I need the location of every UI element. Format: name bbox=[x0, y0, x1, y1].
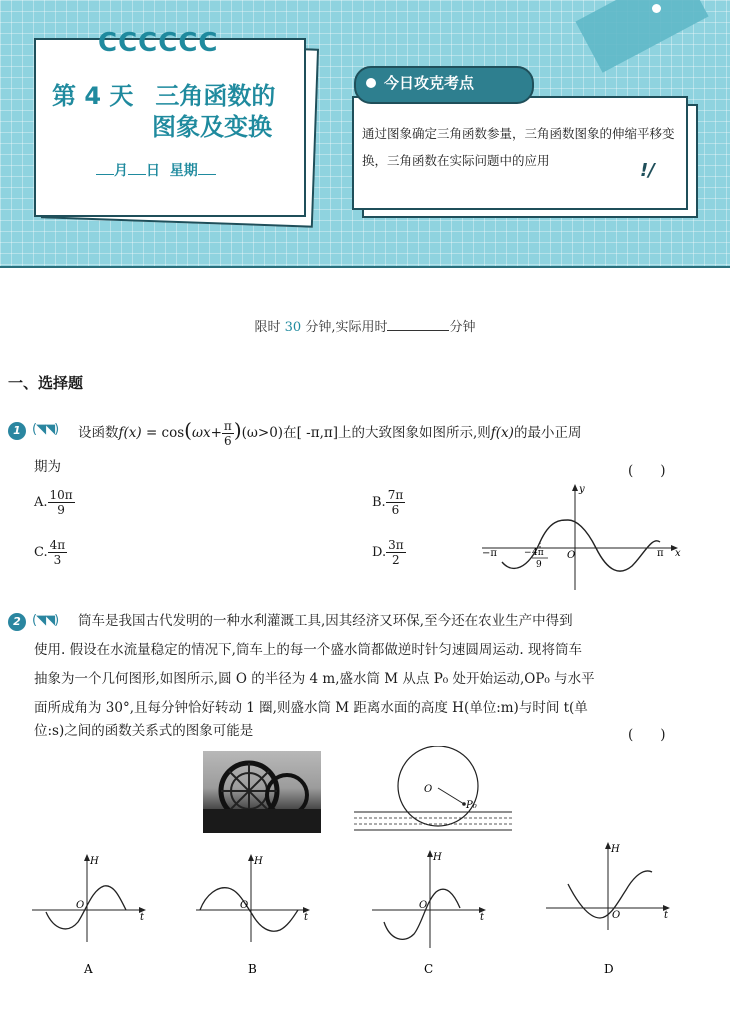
label-t-c: t bbox=[480, 912, 485, 923]
label-origin: O bbox=[567, 550, 576, 561]
title-text-1: 三角函数的 bbox=[155, 82, 276, 110]
q1-line1: 设函数f(x) = cos(ωx+ $\frac{\pi}{6}$ )(ω>0)在[ -π,π]上的大致图象如图所示,则f(x)的最小正周 bbox=[78, 418, 582, 448]
label-h-c: H bbox=[433, 852, 442, 863]
q2-line4: 面所成角为 30°,且每分钟恰好转动 1 圈,则盛水筒 M 距离水面的高度 H(单位:m)与时间 t(单 bbox=[34, 700, 588, 716]
day-label: 第 4 天 bbox=[52, 82, 134, 110]
q1-text-a: 设函数 bbox=[78, 425, 119, 441]
label-option-c: C bbox=[424, 962, 434, 976]
q1-fx: f(x) bbox=[118, 425, 142, 441]
page-title-line1 bbox=[52, 76, 275, 111]
label-option-b: B bbox=[248, 962, 257, 976]
q1-eq: = cos bbox=[141, 425, 185, 441]
q1-answer-paren[interactable]: ( ) bbox=[628, 463, 666, 479]
timer-middle: 分钟,实际用时 bbox=[305, 320, 388, 335]
focus-title: 今日攻克考点 bbox=[384, 74, 475, 92]
label-o-b: O bbox=[240, 900, 249, 911]
q2-line1: 筒车是我国古代发明的一种水利灌溉工具,因其经济又环保,至今还在农业生产中得到 bbox=[78, 613, 573, 629]
timer-minutes: 30 bbox=[284, 320, 302, 335]
timer-prefix: 限时 bbox=[254, 320, 281, 335]
difficulty-icon: (◥◥) bbox=[32, 422, 59, 437]
label-option-a: A bbox=[84, 962, 93, 976]
q2-graph-d[interactable] bbox=[544, 838, 684, 980]
wheel-point-label: P₀ bbox=[466, 800, 477, 811]
date-day: 日 bbox=[146, 163, 160, 179]
q2-line5: 位:s)之间的函数关系式的图象可能是 bbox=[34, 723, 254, 739]
wheel-diagram bbox=[352, 746, 518, 838]
q1-frac-num: π bbox=[223, 419, 232, 433]
label-t-b: t bbox=[304, 912, 309, 923]
q1-text-b: 在[ -π,π]上的大致图象如图所示,则 bbox=[283, 425, 491, 441]
label-neg-pi: −π bbox=[482, 548, 497, 559]
q1-option-c[interactable]: C. $\frac{4\pi}{3}$ bbox=[34, 538, 66, 567]
curve-c bbox=[384, 889, 460, 939]
q1-line2: 期为 bbox=[34, 459, 61, 475]
timer-suffix: 分钟 bbox=[449, 320, 476, 335]
q1-option-a[interactable]: A. $\frac{10\pi}{9}$ bbox=[34, 488, 73, 517]
label-tick-den: 9 bbox=[536, 560, 542, 570]
focus-text: 通过图象确定三角函数参量，三角函数图象的伸缩平移变换，三角函数在实际问题中的应用 bbox=[362, 126, 675, 168]
wheel-center-label: O bbox=[424, 784, 433, 795]
q2-line2: 使用. 假设在水流量稳定的情况下,筒车上的每一个盛水筒都做逆时针匀速圆周运动. 现将筒车 bbox=[34, 642, 582, 658]
date-line bbox=[96, 160, 216, 180]
water-wheel-photo bbox=[203, 751, 321, 833]
page-title-line2: 图象及变换 bbox=[152, 113, 272, 141]
label-o-d: O bbox=[612, 910, 621, 921]
q2-line3: 抽象为一个几何图形,如图所示,圆 O 的半径为 4 m,盛水筒 M 从点 P₀ 处开始运动,OP₀ 与水平 bbox=[34, 671, 595, 687]
label-h-b: H bbox=[254, 856, 263, 867]
label-o-a: O bbox=[76, 900, 85, 911]
label-o-c: O bbox=[419, 900, 428, 911]
date-week: 星期 bbox=[169, 163, 198, 179]
q1-text-c: 的最小正周 bbox=[513, 425, 582, 441]
q1-option-b[interactable]: B. $\frac{7\pi}{6}$ bbox=[372, 488, 404, 517]
q2-graph-c[interactable] bbox=[370, 840, 500, 980]
curve-a bbox=[46, 886, 126, 929]
curve-b bbox=[200, 888, 298, 932]
pill-dot-icon bbox=[366, 78, 376, 88]
difficulty-icon-2: (◥◥) bbox=[32, 613, 59, 628]
label-option-d: D bbox=[604, 962, 614, 976]
curve-d bbox=[568, 871, 652, 918]
q1-cond: (ω>0) bbox=[241, 425, 284, 441]
q2-answer-paren[interactable]: ( ) bbox=[628, 727, 666, 743]
timer-blank[interactable] bbox=[387, 330, 449, 331]
q2-graph-a[interactable] bbox=[30, 850, 160, 980]
label-tick-sign: − bbox=[524, 548, 532, 558]
water-wheel-image bbox=[203, 751, 321, 833]
question-number-badge-2: 2 bbox=[8, 613, 26, 631]
q1-arg: ωx+ bbox=[191, 425, 222, 441]
label-x: x bbox=[675, 548, 681, 559]
q1-frac-den: 6 bbox=[224, 434, 232, 448]
label-h-d: H bbox=[611, 844, 620, 855]
q1-option-d[interactable]: D. $\frac{3\pi}{2}$ bbox=[372, 538, 404, 567]
label-pi: π bbox=[657, 548, 664, 559]
binder-rings: CCCCCC bbox=[98, 28, 219, 58]
tape-decoration bbox=[575, 0, 708, 73]
label-t-a: t bbox=[140, 912, 145, 923]
tape-dot bbox=[652, 4, 661, 13]
q2-graph-b[interactable] bbox=[194, 850, 324, 980]
date-month: 月 bbox=[114, 163, 128, 179]
label-y: y bbox=[579, 484, 585, 495]
label-tick-num: 4π bbox=[532, 548, 544, 558]
timer-line bbox=[0, 316, 730, 335]
exclamation-icon: !/ bbox=[640, 160, 655, 181]
wheel-circle bbox=[398, 746, 478, 826]
section-title: 一、选择题 bbox=[8, 374, 84, 392]
label-h-a: H bbox=[90, 856, 99, 867]
label-t-d: t bbox=[664, 910, 669, 921]
cosine-curve bbox=[502, 520, 660, 571]
question-number-badge: 1 bbox=[8, 422, 26, 440]
header-banner bbox=[0, 0, 730, 268]
q1-fx2: f(x) bbox=[490, 425, 514, 441]
q1-graph bbox=[478, 482, 688, 594]
